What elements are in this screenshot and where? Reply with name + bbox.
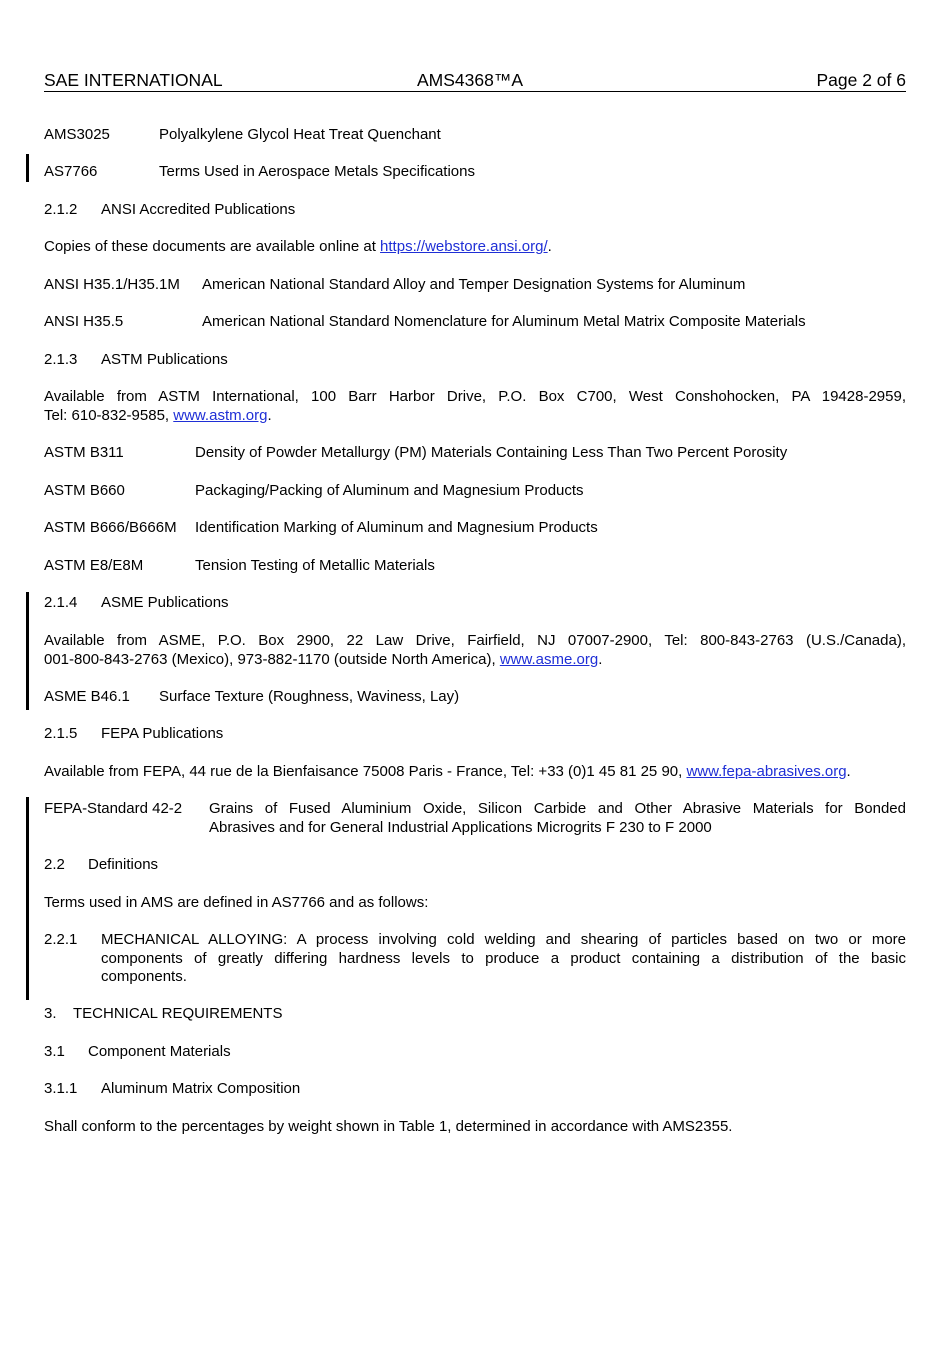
ref-title-astm-b666: Identification Marking of Aluminum and Magnesium Products [195,519,598,536]
header-page-number: Page 2 of 6 [816,70,906,90]
section-number: 2.1.3 [44,351,78,368]
ref-title-astm-b660: Packaging/Packing of Aluminum and Magnesium Products [195,482,584,499]
ansi-webstore-link[interactable]: https://webstore.ansi.org/ [380,238,548,255]
section-number: 3.1.1 [44,1080,78,1097]
ref-title-asme-b46-1: Surface Texture (Roughness, Waviness, Lay) [159,688,460,705]
section-title: ASME Publications [101,594,229,611]
ref-title-astm-b311: Density of Powder Metallurgy (PM) Materials Containing Less Than Two Percent Porosity [195,444,788,461]
ref-code-ansi-h35-5: ANSI H35.5 [44,313,124,330]
astm-availability: Available from ASTM International, 100 Barr Harbor Drive, P.O. Box C700, West Conshohocken, PA 19428-2959, Tel: 610-832-9585, www.astm.org. [44,388,906,424]
ref-title-fepa-42-2: Grains of Fused Aluminium Oxide, Silicon Carbide and Other Abrasive Materials for Bonded Abrasives and for General Industrial Applications Microgrits F 230 to F 2000 [209,800,906,836]
ref-title-ansi-h35-5: American National Standard Nomenclature for Aluminum Metal Matrix Composite Materials [202,313,806,330]
change-bar [26,797,29,1000]
ref-code-as7766: AS7766 [44,163,98,180]
ansi-availability: Copies of these documents are available online at https://webstore.ansi.org/. [44,238,552,255]
fepa-link[interactable]: www.fepa-abrasives.org [686,763,847,780]
ref-code-astm-b660: ASTM B660 [44,482,125,499]
ref-code-astm-b311: ASTM B311 [44,444,124,461]
ref-code-asme-b46-1: ASME B46.1 [44,688,130,705]
section-title: ANSI Accredited Publications [101,201,296,218]
section-number: 3. [44,1005,57,1022]
section-number: 2.2.1 [44,931,78,948]
astm-link[interactable]: www.astm.org [173,406,268,424]
section-number: 3.1 [44,1043,65,1060]
change-bar [26,154,29,182]
ref-code-ams3025: AMS3025 [44,126,110,143]
definitions-intro: Terms used in AMS are defined in AS7766 and as follows: [44,894,429,911]
fepa-availability: Available from FEPA, 44 rue de la Bienfaisance 75008 Paris - France, Tel: +33 (0)1 45 81 25 90, www.fepa-abrasives.org. [44,763,851,780]
section-title: FEPA Publications [101,725,224,742]
header-org: SAE INTERNATIONAL [44,70,223,90]
section-number: 2.1.5 [44,725,78,742]
change-bar [26,592,29,710]
asme-link[interactable]: www.asme.org [499,650,599,668]
section-title: TECHNICAL REQUIREMENTS [73,1005,283,1022]
section-title: Definitions [88,856,159,873]
ref-code-astm-e8: ASTM E8/E8M [44,557,144,574]
header-doc-number: AMS4368™A [417,70,524,90]
asme-availability: Available from ASME, P.O. Box 2900, 22 Law Drive, Fairfield, NJ 07007-2900, Tel: 800-843-2763 (U.S./Canada), 001-800-843-2763 (Mexico), 973-882-1170 (outside North America), www.asme.org. [44,632,906,668]
ref-code-ansi-h35-1: ANSI H35.1/H35.1M [44,276,180,293]
section-number: 2.1.2 [44,201,78,218]
section-title: Aluminum Matrix Composition [101,1080,301,1097]
definition-mechanical-alloying: MECHANICAL ALLOYING: A process involving cold welding and shearing of particles based on two or more components of greatly differing hardness levels to produce a product containing a distribution of the basic components. [101,931,906,985]
section-number: 2.2 [44,856,65,873]
section-title: ASTM Publications [101,351,228,368]
section-title: Component Materials [88,1043,231,1060]
composition-statement: Shall conform to the percentages by weight shown in Table 1, determined in accordance with AMS2355. [44,1118,733,1135]
ref-title-astm-e8: Tension Testing of Metallic Materials [195,557,435,574]
section-number: 2.1.4 [44,594,78,611]
ref-title-ansi-h35-1: American National Standard Alloy and Temper Designation Systems for Aluminum [202,276,746,293]
ref-code-astm-b666: ASTM B666/B666M [44,519,177,536]
ref-title-as7766: Terms Used in Aerospace Metals Specifications [159,163,475,180]
ref-code-fepa-42-2: FEPA-Standard 42-2 [44,800,183,817]
ref-title-ams3025: Polyalkylene Glycol Heat Treat Quenchant [159,126,441,143]
page-header [44,71,906,92]
